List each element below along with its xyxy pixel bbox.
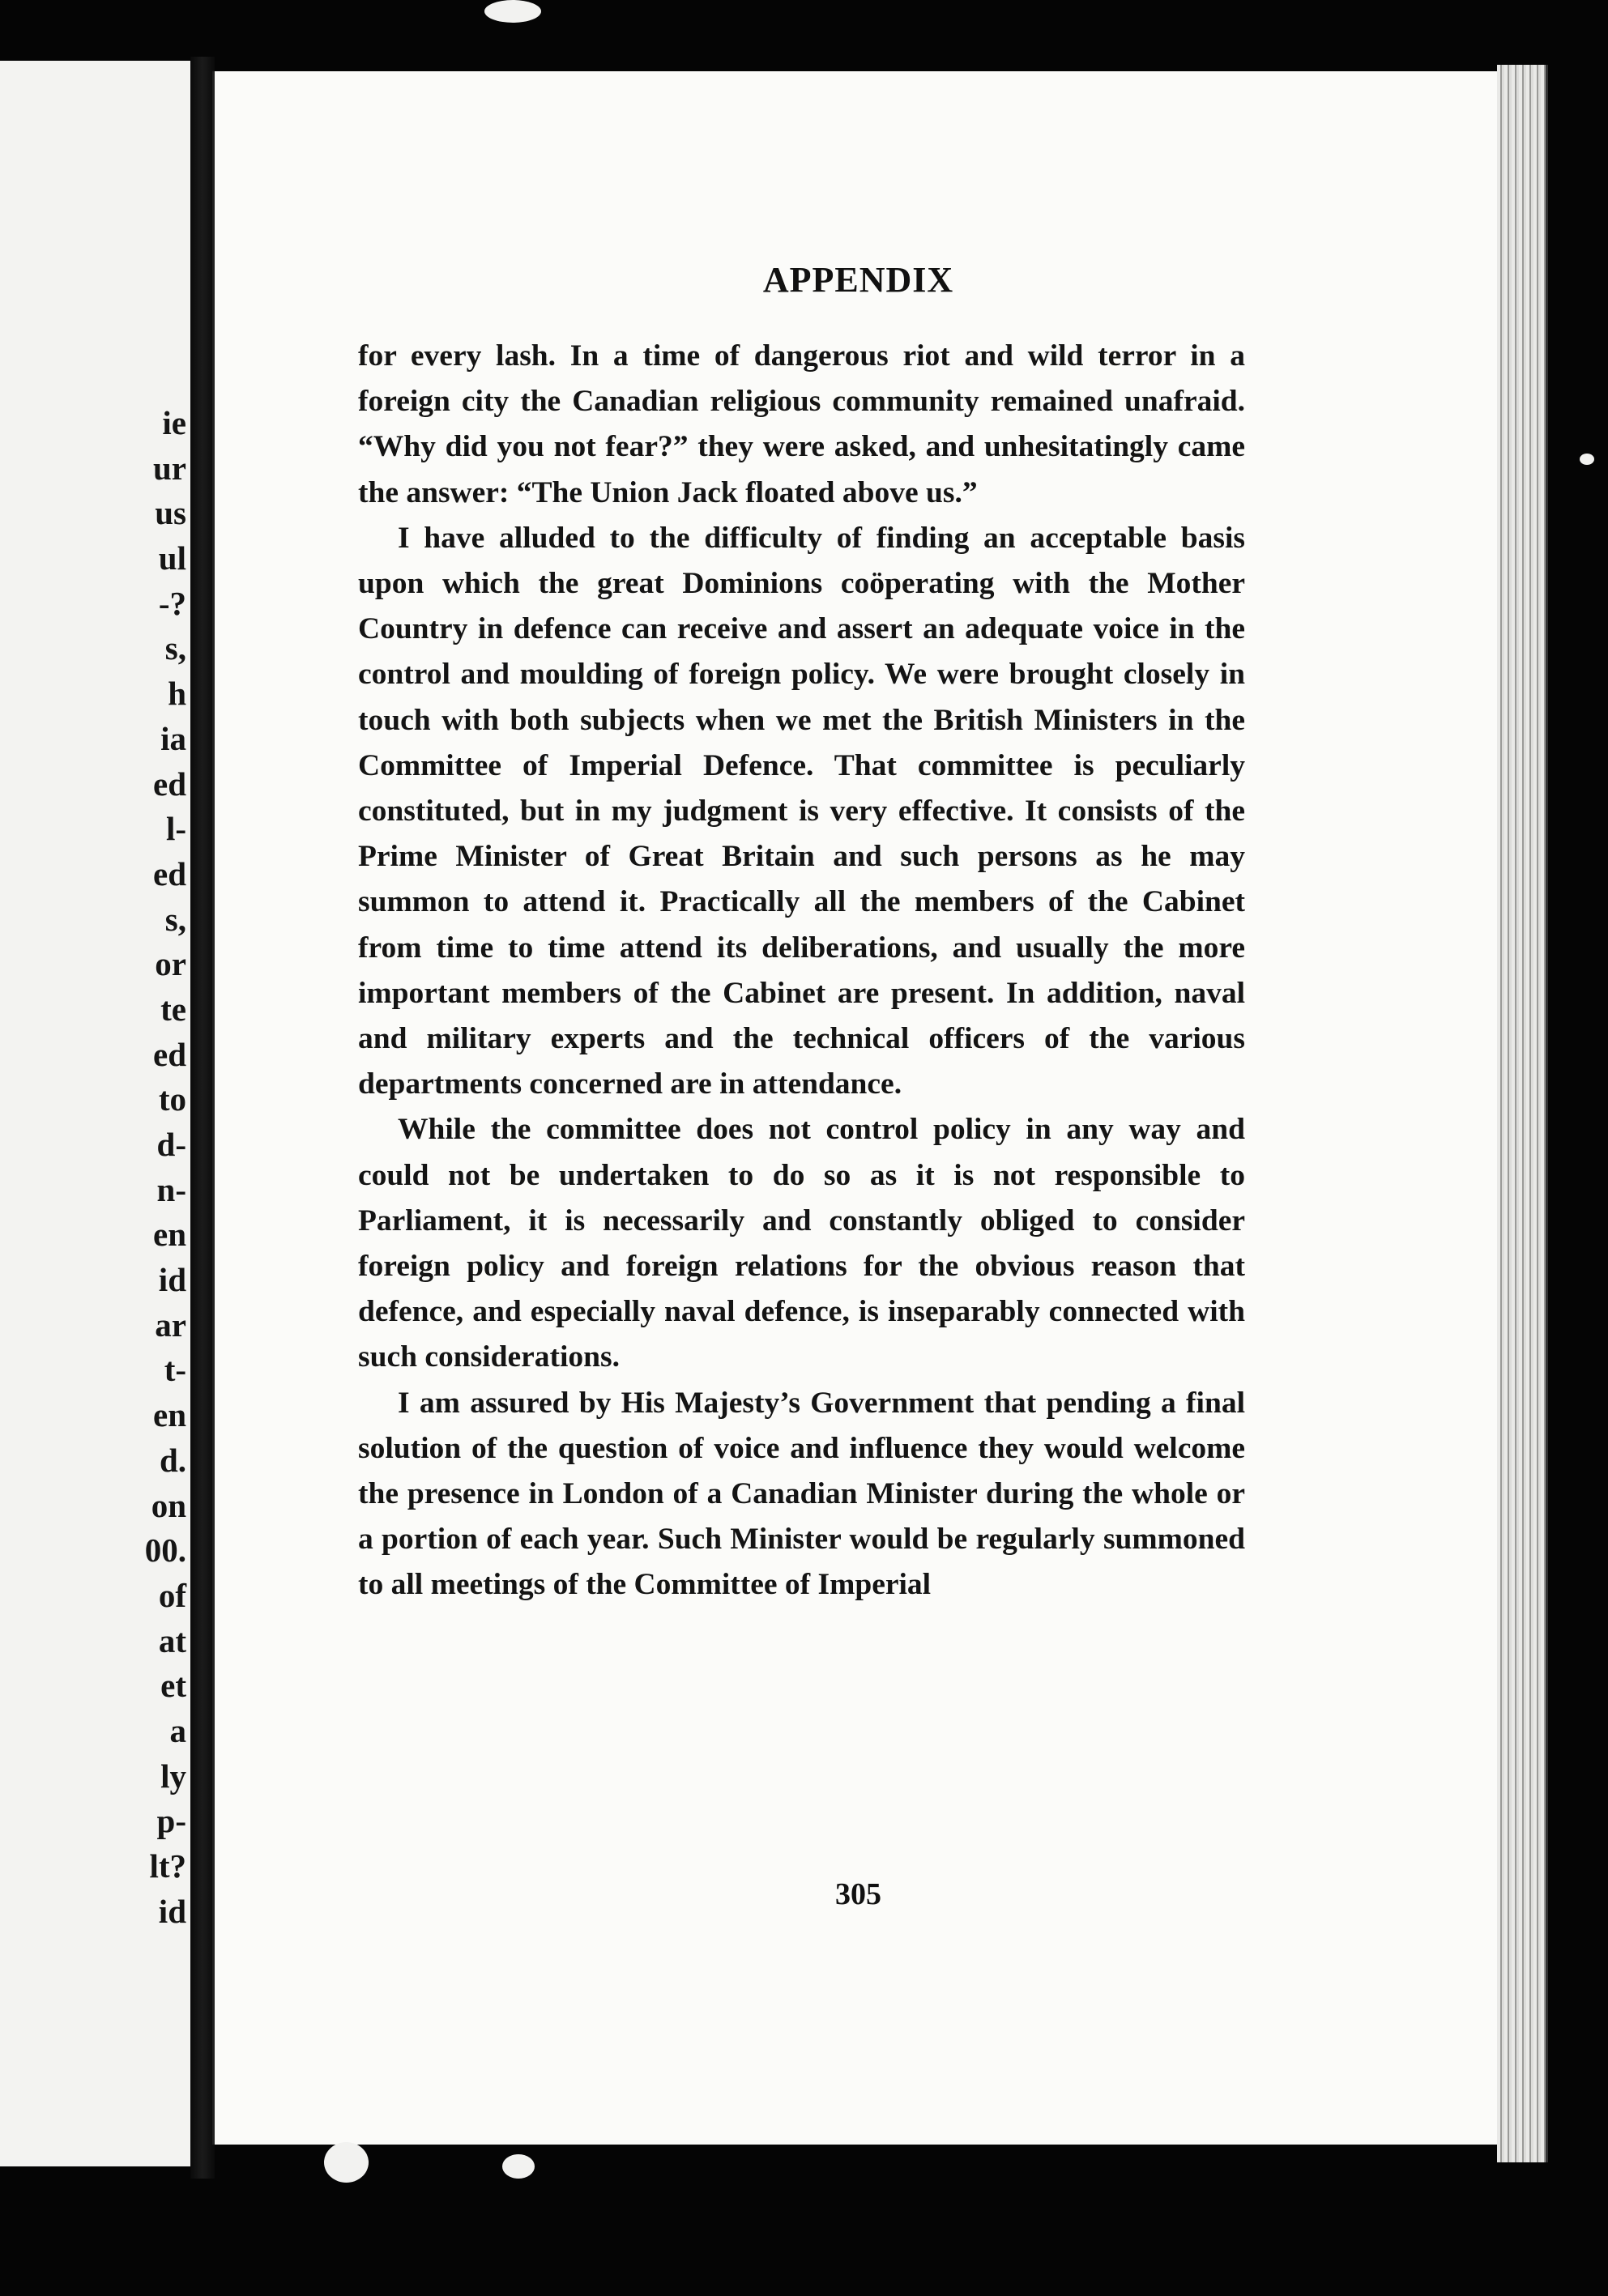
paragraph: for every lash. In a time of dangerous riot and wild terror in a foreign city the Canadian religious community remained unafraid. “Why did you not fear?” they were asked, and unhesitatingly came the answer: “The Union Jack floated above us.” (358, 339, 1245, 509)
left-page-text-fragments (0, 401, 186, 1934)
left-page-fragment: s, (164, 629, 186, 667)
page-edges (1497, 65, 1548, 2162)
left-page-fragment: l- (165, 810, 186, 848)
left-page-fragment: ia (160, 719, 186, 757)
left-page-fragment: ed (153, 854, 186, 892)
paragraph: I am assured by His Majesty’s Government that pending a final solution of the question of voice and influence they would welcome the presence in London of a Canadian Minister during the whole or a portion of each year. Such Minister would be regularly summoned to all meetings of the Committee of Imperial (358, 1386, 1245, 1602)
left-page-fragment: et (160, 1667, 186, 1705)
left-page-fragment: or (155, 945, 186, 983)
left-page-fragment: us (155, 494, 186, 532)
left-page-fragment: ie (162, 404, 186, 441)
scan-speck (502, 2154, 535, 2179)
book-spine (190, 57, 215, 2179)
left-page-fragment: -? (158, 584, 186, 622)
left-page-fragment: en (153, 1216, 186, 1254)
left-page-fragment: 00. (144, 1531, 186, 1570)
left-page-fragment: p- (156, 1802, 186, 1840)
paragraph: While the committee does not control policy in any way and could not be undertaken to do so as it is not responsible to Parliament, it is necessarily and constantly obliged to consider foreign policy and foreign relations for the obvious reason that defence, and especially naval defence, is inseparably connected with such considerations. (358, 1113, 1245, 1374)
left-page-fragment: id (158, 1892, 186, 1930)
left-page-fragment: en (153, 1396, 186, 1434)
left-page-fragment: t- (164, 1351, 186, 1389)
left-page-fragment: ul (158, 539, 186, 577)
left-page-fragment: a (169, 1711, 186, 1749)
left-page-fragment: lt? (149, 1847, 186, 1885)
scan-speck (1580, 454, 1594, 465)
left-page-fragment: id (158, 1261, 186, 1299)
left-page-fragment: h (168, 675, 186, 713)
scan-speck (324, 2142, 369, 2183)
left-page-fragment: at (158, 1621, 186, 1659)
left-page-fragment: d. (159, 1441, 186, 1479)
scan-speck (484, 0, 541, 23)
left-page-fragment: ur (153, 449, 186, 487)
left-page-fragment: on (151, 1486, 186, 1524)
left-page-fragment: ed (153, 765, 186, 803)
left-page-fragment: ly (160, 1757, 186, 1795)
left-page-fragment: ar (155, 1306, 186, 1344)
left-page-fragment: n- (156, 1170, 186, 1208)
left-page-fragment: te (160, 990, 186, 1028)
left-page-fragment: s, (164, 900, 186, 938)
running-header: APPENDIX (762, 260, 954, 300)
left-page-fragment: d- (156, 1126, 186, 1163)
page-number: 305 (835, 1877, 881, 1911)
body-text (358, 334, 1245, 1608)
left-page-fragment: ed (153, 1035, 186, 1073)
left-page-fragment: to (158, 1080, 186, 1118)
paragraph: I have alluded to the difficulty of finding an acceptable basis upon which the great Dominions coöperating with the Mother Country in defence can receive and assert an adequate voice in the control and moulding of foreign policy. We were brought closely in touch with both subjects when we met the British Ministers in the Committee of Imperial Defence. That committee is peculiarly constituted, but in my judgment is very effective. It consists of the Prime Minister of Great Britain and such persons as he may summon to attend it. Practically all the members of the Cabinet from time to time attend its deliberations, and usually the more important members of the Cabinet are present. In addition, naval and military experts and the technical officers of the various departments concerned are in attendance. (358, 521, 1245, 1101)
left-page (0, 61, 195, 2166)
left-page-fragment: of (158, 1576, 186, 1614)
